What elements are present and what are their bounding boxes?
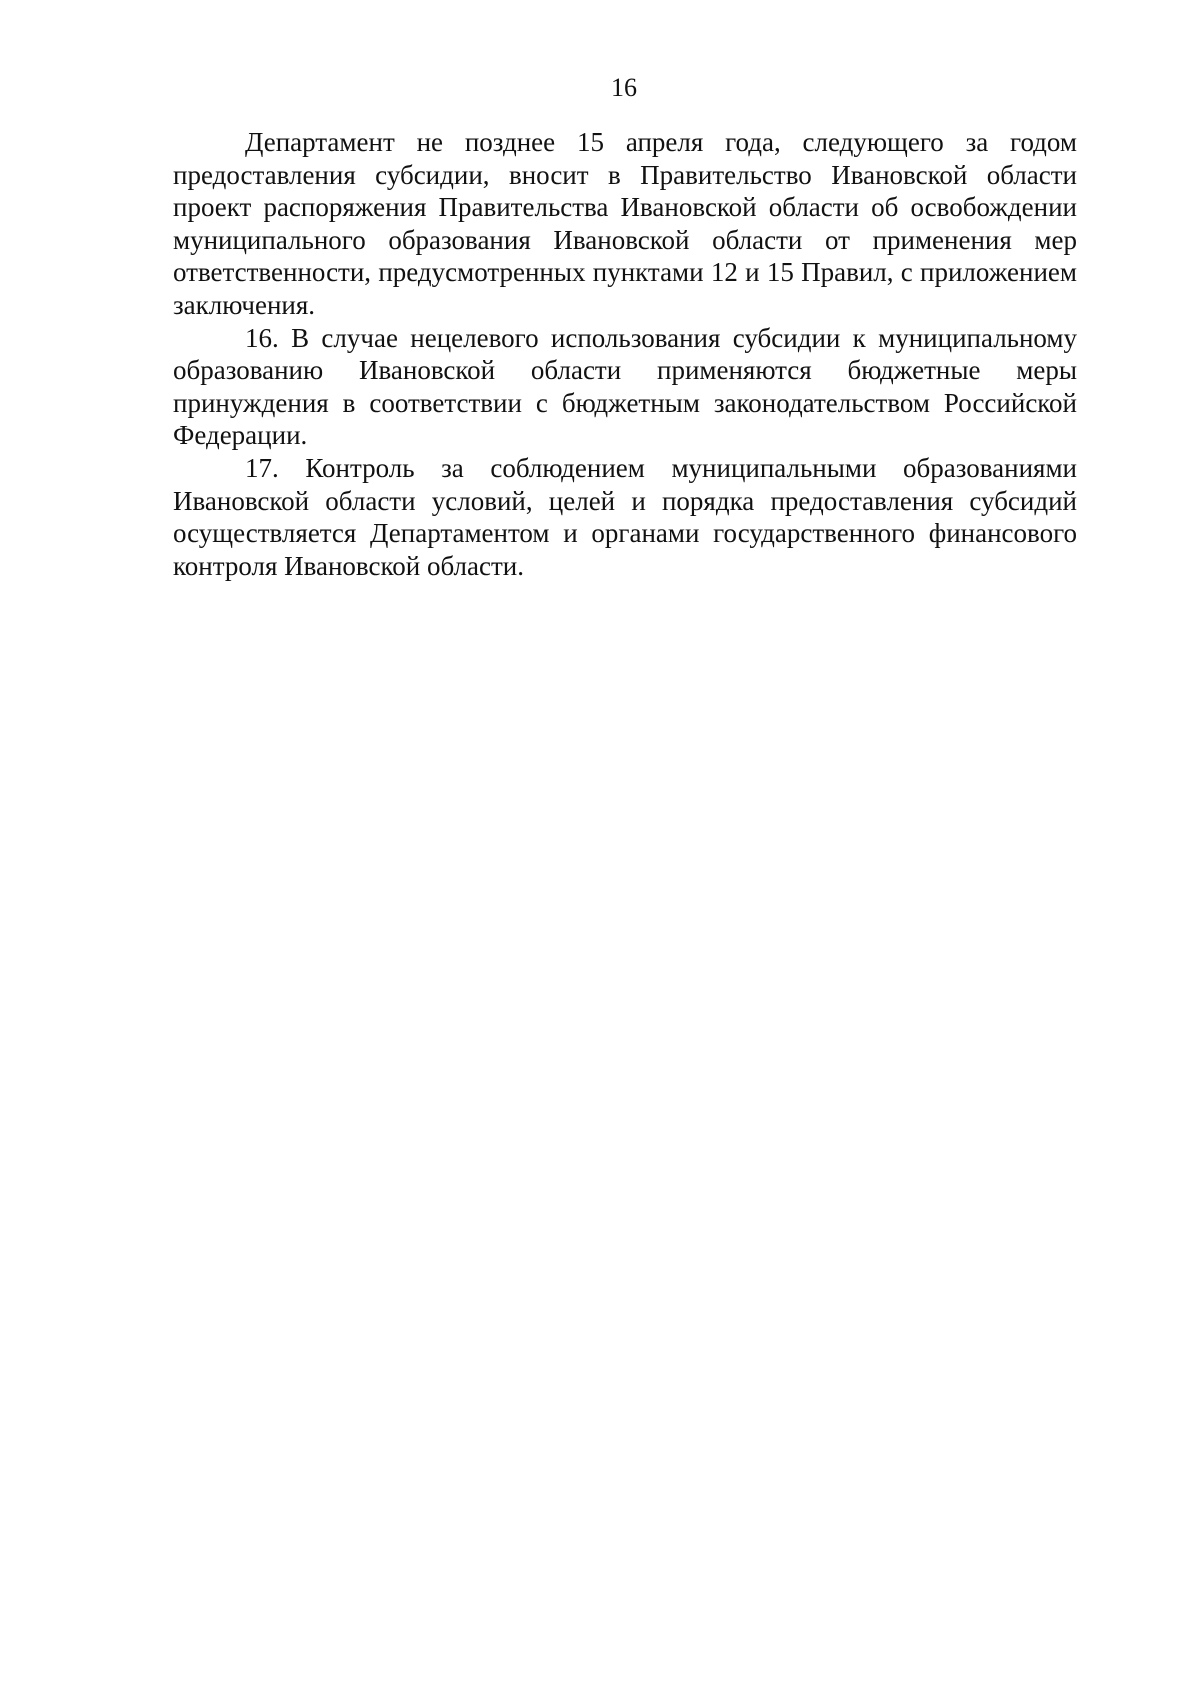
paragraph-16-misuse: 16. В случае нецелевого использования субсидии к муниципальному образованию Ивановской области применяются бюджетные меры принуждения в соответствии с бюджетным законодательством Российской Федерации. [173, 322, 1077, 451]
document-body [173, 126, 1077, 582]
page-number: 16 [611, 73, 637, 102]
paragraph-department-deadline: Департамент не позднее 15 апреля года, следующего за годом предоставления субсидии, вносит в Правительство Ивановской области проект распоряжения Правительства Ивановской области об освобождении муниципального образования Ивановской области от применения мер ответственности, предусмотренных пунктами 12 и 15 Правил, с приложением заключения. [173, 127, 1077, 320]
paragraph-17-control: 17. Контроль за соблюдением муниципальными образованиями Ивановской области условий, целей и порядка предоставления субсидий осуществляется Департаментом и органами государственного финансового контроля Ивановской области. [173, 452, 1077, 581]
